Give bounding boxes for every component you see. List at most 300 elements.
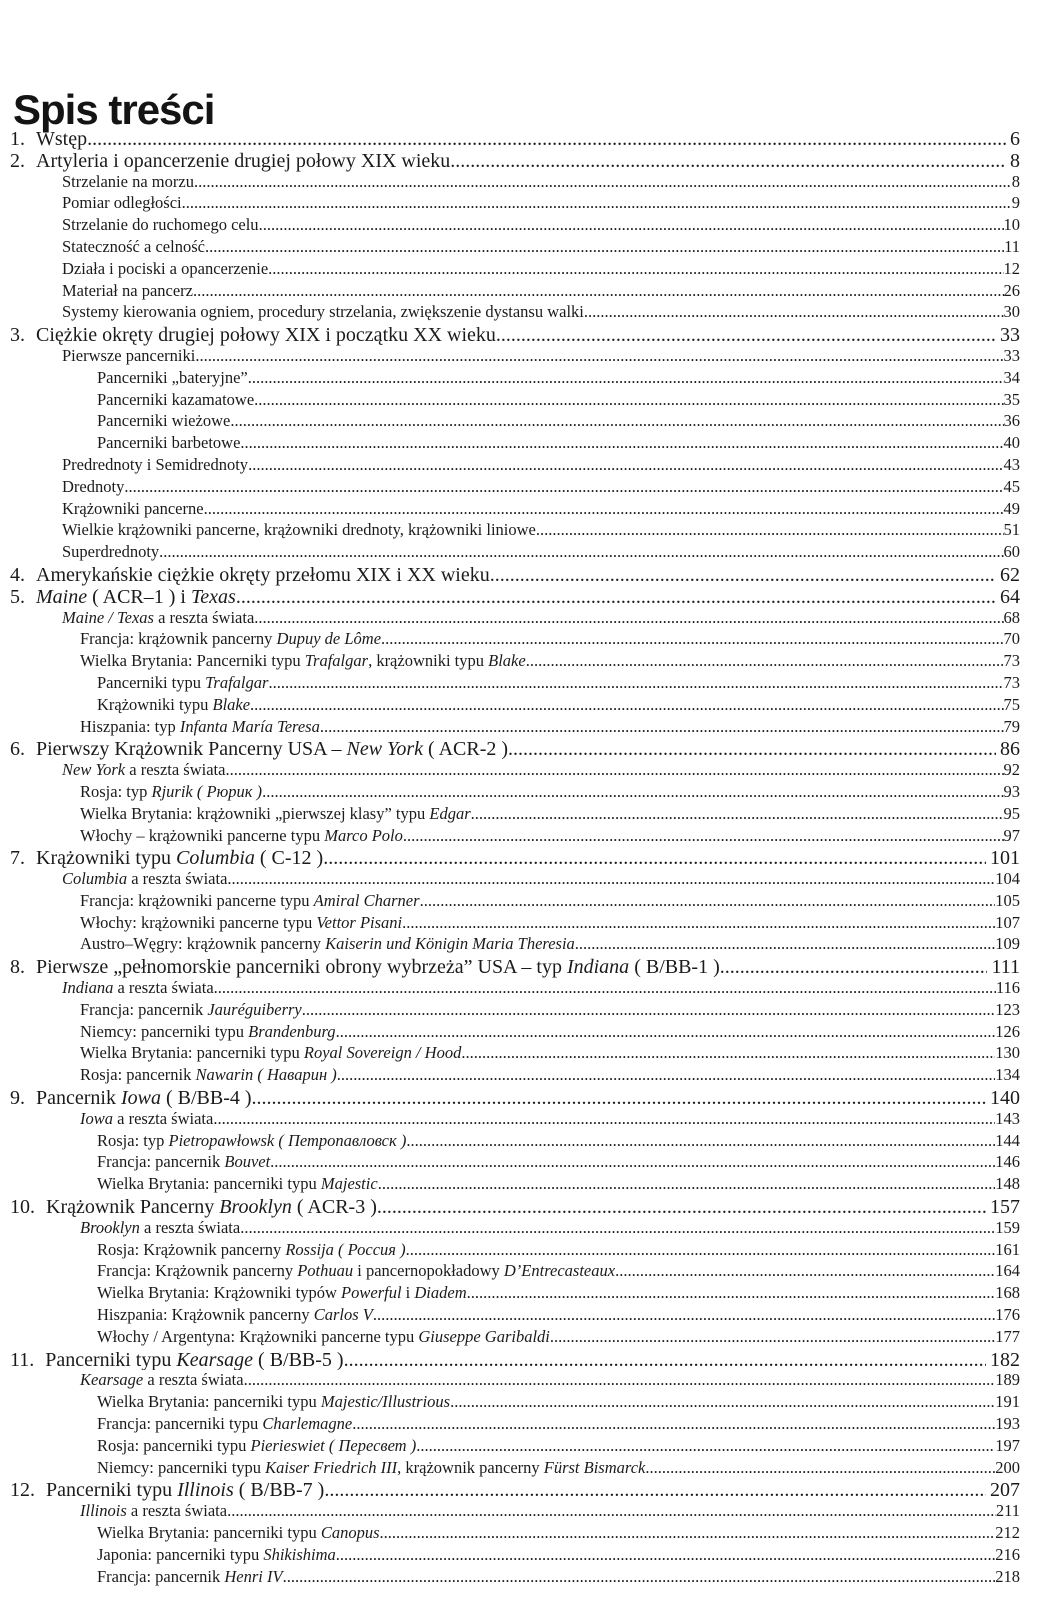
toc-dot-leader (194, 172, 1012, 192)
toc-row (0, 738, 1020, 760)
toc-dot-leader (254, 608, 1003, 628)
toc-dot-leader (283, 1567, 996, 1587)
toc-entry-text (62, 520, 536, 540)
toc-row (0, 1305, 1020, 1327)
toc-row (0, 150, 1020, 172)
ship-name: Rjurik ( Рюрик ) (151, 781, 263, 801)
toc-entry-text (62, 346, 195, 366)
toc-entry-text (36, 1087, 252, 1109)
toc-entry-text (80, 1218, 240, 1238)
toc-dot-leader (195, 346, 1003, 366)
toc-dot-leader (450, 1392, 995, 1412)
toc-entry-text (62, 302, 584, 322)
toc-page-number: 159 (995, 1217, 1020, 1237)
toc-entry-text (36, 150, 450, 172)
entry-text-segment: Superdrednoty (62, 542, 160, 562)
toc-dot-leader (450, 150, 1006, 172)
toc-page-number: 40 (1003, 433, 1020, 453)
toc-row (0, 1087, 1020, 1109)
toc-page-number: 92 (1003, 760, 1020, 780)
ship-name: Maine (36, 585, 88, 608)
entry-text-segment: i pancernopokładowy (353, 1261, 504, 1281)
toc-page-number: 95 (1003, 803, 1020, 823)
toc-chapter-number: 2. (10, 149, 25, 172)
entry-text-segment: Stateczność a celność (62, 236, 205, 256)
toc-row (0, 1261, 1020, 1283)
toc-page-number: 60 (1003, 542, 1020, 562)
toc-dot-leader (182, 193, 1012, 213)
toc-chapter-number: 7. (10, 847, 25, 870)
toc-chapter-number: 8. (10, 956, 25, 979)
toc-entry-text (97, 1414, 352, 1434)
toc-dot-leader (324, 1479, 986, 1501)
ship-name: Iowa (80, 1108, 113, 1128)
toc-dot-leader (496, 324, 996, 346)
toc-chapter-number: 11. (10, 1348, 35, 1371)
toc-entry-text (97, 1545, 336, 1565)
toc-entry-text (62, 608, 254, 628)
toc-row (0, 193, 1020, 215)
entry-text-segment: Francja: pancerniki typu (97, 1414, 263, 1434)
entry-text-segment: ( ACR-3 ) (291, 1196, 377, 1218)
toc-page-number: 35 (1003, 389, 1020, 409)
toc-dot-leader (302, 1000, 995, 1020)
ship-name: New York (346, 738, 424, 761)
toc-row (0, 629, 1020, 651)
toc-page-number: 164 (995, 1261, 1020, 1281)
toc-row (0, 891, 1020, 913)
toc-page-number: 176 (995, 1305, 1020, 1325)
ship-name: D’Entrecasteaux (503, 1261, 616, 1281)
toc-dot-leader (406, 1240, 996, 1260)
toc-page-number: 43 (1003, 454, 1020, 474)
toc-row (0, 259, 1020, 281)
toc-entry-text (80, 1022, 336, 1042)
toc-row (0, 1436, 1020, 1458)
toc-page-number: 111 (991, 956, 1020, 979)
entry-text-segment: Pancerniki kazamatowe (97, 389, 255, 409)
toc-page-number: 107 (995, 912, 1020, 932)
toc-entry-text (97, 1283, 467, 1303)
toc-page-number: 9 (1011, 193, 1020, 213)
toc-page-number: 86 (1000, 738, 1020, 761)
ship-name: Edgar (429, 803, 471, 823)
toc-entry-text (80, 934, 575, 954)
entry-text-segment: a reszta świata (143, 1370, 244, 1390)
ship-name: Pierieswiet ( Пересвет ) (250, 1435, 417, 1455)
toc-row (0, 782, 1020, 804)
toc-row (0, 978, 1020, 1000)
toc-page-number: 73 (1003, 651, 1020, 671)
toc-row (0, 281, 1020, 303)
toc-page-number: 109 (995, 934, 1020, 954)
toc-row (0, 542, 1020, 564)
toc-row (0, 172, 1020, 194)
toc-page-number: 177 (995, 1326, 1020, 1346)
entry-text-segment: Włochy / Argentyna: Krążowniki pancerne typu (97, 1326, 419, 1346)
ship-name: Kearsage (176, 1348, 254, 1371)
entry-text-segment: a reszta świata (113, 978, 214, 998)
toc-dot-leader (490, 564, 996, 586)
ship-name: Illinois (177, 1479, 234, 1502)
toc-entry-text (80, 826, 403, 846)
entry-text-segment: Pierwszy Krążownik Pancerny USA – (36, 738, 347, 761)
toc-row (0, 368, 1020, 390)
toc-page-number: 101 (990, 847, 1020, 870)
toc-row (0, 433, 1020, 455)
toc-dot-leader (373, 1305, 995, 1325)
toc-entry-text (97, 433, 240, 453)
toc-row (0, 760, 1020, 782)
entry-text-segment: Niemcy: pancerniki typu (97, 1457, 266, 1477)
entry-text-segment: Wielka Brytania: Pancerniki typu (80, 651, 305, 671)
entry-text-segment: ( B/BB-1 ) (629, 956, 720, 979)
toc-entry-text (36, 847, 323, 869)
toc-entry-text (97, 1261, 615, 1281)
toc-dot-leader (471, 804, 1004, 824)
toc-dot-leader (575, 934, 995, 954)
entry-text-segment: ( C-12 ) (254, 847, 324, 870)
toc-row (0, 1370, 1020, 1392)
toc-entry-text (80, 651, 526, 671)
toc-row (0, 1414, 1020, 1436)
toc-dot-leader (87, 128, 1006, 150)
toc-dot-leader (467, 1283, 996, 1303)
toc-entry-text (80, 1109, 213, 1129)
entry-text-segment: Wielkie krążowniki pancerne, krążowniki drednoty, krążowniki liniowe (62, 520, 536, 540)
toc-row (0, 869, 1020, 891)
toc-dot-leader (461, 1043, 995, 1063)
toc-entry-text (62, 869, 227, 889)
entry-text-segment: Krążowniki typu (97, 694, 213, 714)
entry-text-segment: Rosja: Krążownik pancerny (97, 1239, 286, 1259)
toc-entry-text (80, 1000, 302, 1020)
entry-text-segment: Strzelanie do ruchomego celu (62, 215, 259, 235)
toc-page-number: 193 (995, 1414, 1020, 1434)
toc-page-number: 116 (995, 978, 1020, 998)
toc-row (0, 717, 1020, 739)
toc-dot-leader (254, 390, 1003, 410)
entry-text-segment: ( B/BB-4 ) (160, 1087, 252, 1109)
toc-row (0, 804, 1020, 826)
entry-text-segment: Francja: Krążownik pancerny (97, 1261, 298, 1281)
entry-text-segment: Systemy kierowania ogniem, procedury strzelania, zwiększenie dystansu walki (62, 302, 584, 322)
toc-entry-text (62, 215, 259, 235)
entry-text-segment: i (401, 1283, 415, 1303)
toc-dot-leader (377, 1196, 986, 1218)
ship-name: Kaiser Friedrich III (265, 1457, 398, 1477)
ship-name: Brandenburg (248, 1021, 336, 1041)
ship-name: Brooklyn (219, 1196, 292, 1218)
toc-entry-text (97, 411, 230, 431)
ship-name: Dupuy de Lôme (276, 629, 382, 649)
toc-dot-leader (336, 1545, 995, 1565)
entry-text-segment: Pierwsze „pełnomorskie pancerniki obrony wybrzeża” USA – typ (36, 956, 567, 979)
toc-dot-leader (337, 1065, 996, 1085)
toc-dot-leader (536, 520, 1004, 540)
toc-dot-leader (416, 1436, 995, 1456)
toc-page-number: 70 (1003, 629, 1020, 649)
entry-text-segment: Krążowniki pancerne (62, 498, 204, 518)
toc-page-number: 8 (1010, 149, 1020, 172)
toc-entry-text (36, 956, 720, 978)
toc-entry-text (36, 324, 496, 346)
toc-row (0, 1218, 1020, 1240)
toc-row (0, 1349, 1020, 1371)
entry-text-segment: Francja: krążownik pancerny (80, 629, 277, 649)
entry-text-segment: Włochy: krążowniki pancerne typu (80, 912, 317, 932)
entry-text-segment: Austro–Węgry: krążownik pancerny (80, 934, 326, 954)
ship-name: Iowa (120, 1087, 161, 1109)
toc-page-number: 8 (1011, 171, 1020, 191)
entry-text-segment: Wstęp (36, 128, 88, 150)
toc-page-number: 93 (1003, 781, 1020, 801)
toc-entry-text (62, 281, 193, 301)
ship-name: Royal Sovereign / Hood (303, 1043, 462, 1063)
entry-text-segment: Wielka Brytania: krążowniki „pierwszej klasy” typu (80, 803, 430, 823)
toc-page-number: 26 (1003, 280, 1020, 300)
toc-page-number: 10 (1003, 215, 1020, 235)
toc-row (0, 1240, 1020, 1262)
toc-row (0, 1196, 1020, 1218)
toc-page-number: 11 (1004, 236, 1020, 256)
toc-entry-text (97, 390, 254, 410)
entry-text-segment: Francja: pancernik (97, 1152, 225, 1172)
toc-dot-leader (584, 302, 1004, 322)
toc-page-number: 189 (995, 1370, 1020, 1390)
toc-entry-text (80, 717, 320, 737)
toc-dot-leader (268, 673, 1003, 693)
entry-text-segment: Rosja: typ (80, 781, 152, 801)
toc-entry-text (97, 1567, 283, 1587)
toc-row (0, 1022, 1020, 1044)
toc-row (0, 1327, 1020, 1349)
toc-entry-text (36, 564, 490, 586)
entry-text-segment: , krążownik pancerny (397, 1457, 544, 1477)
toc-dot-leader (240, 1218, 995, 1238)
ship-name: Majestic/Illustrious (320, 1392, 451, 1412)
toc-dot-leader (230, 411, 1003, 431)
toc-dot-leader (344, 1349, 986, 1371)
toc-dot-leader (336, 1022, 996, 1042)
toc-row (0, 346, 1020, 368)
toc-entry-text (97, 695, 250, 715)
toc-page-number: 146 (995, 1152, 1020, 1172)
toc-page-number: 45 (1003, 476, 1020, 496)
toc-row (0, 1479, 1020, 1501)
entry-text-segment: Krążownik Pancerny (46, 1196, 220, 1218)
toc-row (0, 455, 1020, 477)
entry-text-segment: , krążowniki typu (368, 651, 489, 671)
toc-page-number: 168 (995, 1283, 1020, 1303)
entry-text-segment: a reszta świata (153, 607, 255, 627)
toc-page-number: 200 (995, 1457, 1020, 1477)
entry-text-segment: Działa i pociski a opancerzenie (62, 258, 269, 278)
toc-dot-leader (236, 586, 996, 608)
ship-name: Columbia (175, 847, 255, 870)
toc-page-number: 62 (1000, 563, 1020, 586)
entry-text-segment: Pancerniki wieżowe (97, 411, 231, 431)
toc-page-number: 34 (1003, 367, 1020, 387)
toc-dot-leader (262, 782, 1003, 802)
toc-dot-leader (214, 978, 996, 998)
entry-text-segment: a reszta świata (139, 1217, 241, 1237)
ship-name: Brooklyn (80, 1217, 140, 1237)
toc-page-number: 218 (995, 1566, 1020, 1586)
toc-entry-text (62, 237, 205, 257)
toc-dot-leader (381, 629, 1003, 649)
ship-name: Illinois (80, 1501, 127, 1521)
toc-page-number: 148 (995, 1174, 1020, 1194)
entry-text-segment: a reszta świata (125, 760, 226, 780)
entry-text-segment: Materiał na pancerz (62, 280, 194, 300)
toc-list (0, 128, 1037, 1588)
entry-text-segment: Rosja: pancerniki typu (97, 1435, 251, 1455)
entry-text-segment: Artyleria i opancerzenie drugiej połowy XIX wieku (36, 149, 451, 172)
toc-row (0, 1000, 1020, 1022)
toc-dot-leader (244, 1370, 996, 1390)
ship-name: Charlemagne (262, 1414, 353, 1434)
entry-text-segment: Niemcy: pancerniki typu (80, 1021, 249, 1041)
toc-entry-text (97, 1523, 380, 1543)
entry-text-segment: Pancerniki „bateryjne” (97, 367, 248, 387)
toc-page-number: 123 (995, 999, 1020, 1019)
toc-chapter-number: 12. (10, 1479, 35, 1502)
ship-name: Indiana (566, 956, 630, 979)
toc-page-number: 36 (1003, 411, 1020, 431)
entry-text-segment: Predrednoty i Semidrednoty (62, 454, 249, 474)
toc-entry-text (36, 128, 87, 150)
entry-text-segment: Ciężkie okręty drugiej połowy XIX i początku XX wieku (36, 324, 496, 346)
toc-dot-leader (508, 738, 996, 760)
toc-entry-text (62, 172, 194, 192)
entry-text-segment: Pancerniki barbetowe (97, 433, 241, 453)
toc-entry-text (97, 1327, 550, 1347)
ship-name: Shikishima (263, 1544, 336, 1564)
toc-row (0, 1392, 1020, 1414)
entry-text-segment: ( ACR-2 ) (423, 738, 509, 761)
toc-dot-leader (645, 1458, 995, 1478)
toc-row (0, 564, 1020, 586)
toc-page-number: 33 (1000, 324, 1020, 346)
entry-text-segment: Wielka Brytania: Krążowniki typów (97, 1283, 342, 1303)
toc-entry-text (97, 673, 268, 693)
entry-text-segment: Pomiar odległości (62, 193, 182, 213)
toc-page-number: 126 (995, 1021, 1020, 1041)
entry-text-segment: a reszta świata (126, 1501, 228, 1521)
toc-dot-leader (380, 1523, 996, 1543)
toc-entry-text (62, 193, 182, 213)
ship-name: Blake (488, 651, 526, 671)
toc-row (0, 934, 1020, 956)
toc-chapter-number: 10. (10, 1196, 35, 1218)
toc-row (0, 847, 1020, 869)
toc-entry-text (62, 477, 124, 497)
toc-entry-text (80, 913, 402, 933)
toc-dot-leader (124, 477, 1003, 497)
toc-page-number: 130 (995, 1043, 1020, 1063)
entry-text-segment: Drednoty (62, 476, 125, 496)
ship-name: Columbia (62, 869, 128, 889)
toc-page-number: 161 (995, 1239, 1020, 1259)
toc-dot-leader (320, 717, 1004, 737)
toc-page-number: 12 (1003, 258, 1020, 278)
ship-name: Pietropawłowsk ( Петропавловск ) (168, 1130, 407, 1150)
toc-entry-text (46, 1196, 377, 1218)
ship-name: Majestic (320, 1174, 378, 1194)
toc-row (0, 477, 1020, 499)
ship-name: Canopus (320, 1523, 380, 1542)
toc-dot-leader (159, 542, 1003, 562)
toc-page-number: 105 (995, 890, 1020, 910)
ship-name: Kearsage (80, 1370, 144, 1390)
toc-page-number: 75 (1003, 694, 1020, 714)
toc-entry-text (97, 1305, 373, 1325)
toc-entry-text (45, 1349, 343, 1371)
ship-name: Powerful (341, 1283, 402, 1303)
entry-text-segment: ( B/BB-7 ) (233, 1479, 325, 1502)
toc-entry-text (97, 1392, 450, 1412)
toc-page-number: 134 (995, 1065, 1020, 1085)
toc-entry-text (97, 1436, 416, 1456)
toc-chapter-number: 6. (10, 738, 25, 761)
toc-chapter-number: 4. (10, 563, 25, 586)
toc-row (0, 237, 1020, 259)
entry-text-segment: Amerykańskie ciężkie okręty przełomu XIX i XX wieku (36, 563, 490, 586)
entry-text-segment: ( B/BB-5 ) (253, 1348, 344, 1371)
toc-dot-leader (250, 695, 1003, 715)
entry-text-segment: Wielka Brytania: pancerniki typu (97, 1523, 321, 1542)
toc-dot-leader (227, 1501, 996, 1521)
toc-dot-leader (406, 1131, 995, 1151)
toc-entry-text (36, 738, 508, 760)
toc-page-number: 140 (990, 1087, 1020, 1109)
toc-page-number: 97 (1003, 825, 1020, 845)
toc-row (0, 1545, 1020, 1567)
toc-dot-leader (248, 455, 1003, 475)
toc-row (0, 1065, 1020, 1087)
toc-entry-text (97, 1240, 406, 1260)
ship-name: Jauréguiberry (207, 999, 302, 1019)
toc-entry-text (62, 259, 268, 279)
toc-dot-leader (378, 1174, 996, 1194)
toc-dot-leader (420, 891, 996, 911)
toc-page-number: 182 (990, 1348, 1020, 1371)
ship-name: Kaiserin und Königin Maria Theresia (325, 934, 575, 954)
toc-row (0, 1458, 1020, 1480)
toc-dot-leader (240, 433, 1003, 453)
toc-page-number: 33 (1003, 345, 1020, 365)
toc-entry-text (36, 586, 236, 608)
toc-row (0, 586, 1020, 608)
page-title: Spis treści (13, 86, 215, 134)
toc-row (0, 215, 1020, 237)
entry-text-segment: Pancerniki typu (45, 1348, 177, 1371)
toc-row (0, 302, 1020, 324)
entry-text-segment: a reszta świata (113, 1108, 214, 1128)
toc-entry-text (97, 1152, 270, 1172)
toc-row (0, 651, 1020, 673)
toc-row (0, 128, 1020, 150)
entry-text-segment: Hiszpania: typ (80, 716, 180, 736)
ship-name: Texas (191, 585, 236, 608)
toc-dot-leader (550, 1327, 995, 1347)
entry-text-segment: Włochy – krążowniki pancerne typu (80, 825, 325, 845)
entry-text-segment: a reszta świata (127, 869, 228, 889)
toc-page-number: 51 (1003, 520, 1020, 540)
toc-entry-text (62, 542, 159, 562)
toc-entry-text (46, 1479, 324, 1501)
